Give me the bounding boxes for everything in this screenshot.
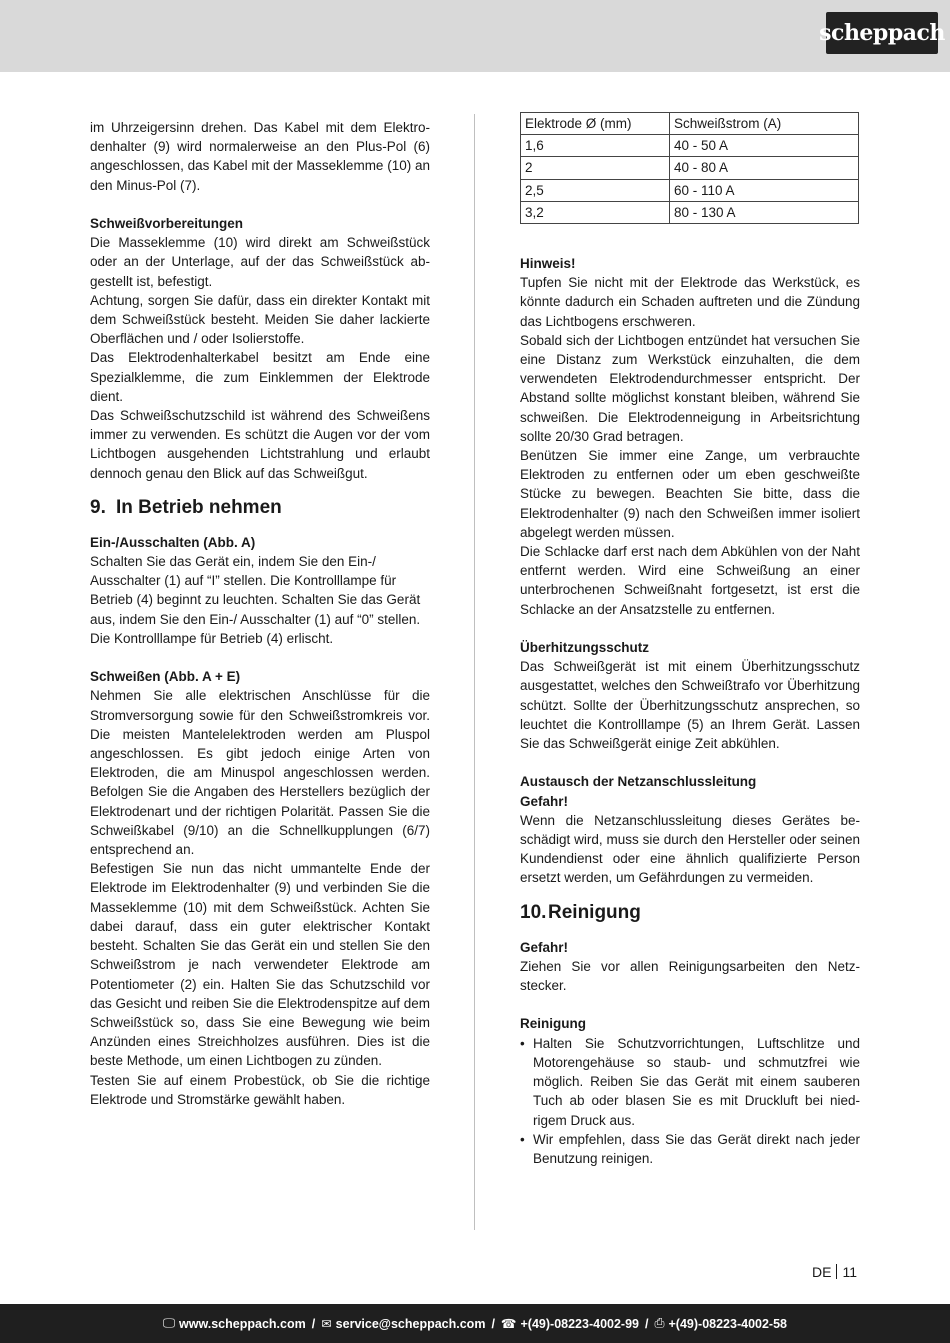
weld-paragraph-3: Testen Sie auf einem Probestück, ob Sie die richtige Elektrode und Stromstärke gewählt haben.	[90, 1072, 430, 1107]
footer-separator: /	[491, 1316, 495, 1331]
weld-paragraph-2: Befestigen Sie nun das nicht ummantelte Ende der Elektrode im Elektrodenhalter (9) und verbinden Sie die Masseklemme (10) mit dem Schweißstück. Achten Sie dabei darauf, dass ein guter elektrischer Kontakt besteht. Schalten Sie das Gerät ein und stellen Sie den Schweißstrom je nach verwendeter Elektrode am Potentiometer (2) ein. Halten Sie das Schutzschild vor das Gesicht und reiben Sie die Elektrodenspitze auf dem Schweißstück so, dass Sie eine Bewegung wie beim Anzünden eines Streichholzes ausführen. Dies ist die beste Methode, um einen Lichtbogen zu zünden.	[90, 861, 430, 1069]
table-cell: 40 - 50 A	[670, 135, 859, 157]
footer-bar	[0, 1304, 950, 1343]
overheat-heading: Überhitzungsschutz	[520, 640, 650, 656]
table-row	[521, 201, 859, 223]
table-cell: 60 - 110 A	[670, 179, 859, 201]
overheat-paragraph: Das Schweißgerät ist mit einem Überhitzungsschutz ausgestattet, welches den Schweißtrafo vor Überhitzung schützt. Sollte der Überhitzungsschutz ansprechen, so leuchtet die Kontrolllampe (5) an Ihrem Gerät. Lassen Sie das Schweißgerät einige Zeit abkühlen.	[520, 659, 860, 752]
intro-paragraph: im Uhrzeigersinn drehen. Das Kabel mit dem Elektrodenhalter (9) wird normalerweise an den Plus-Pol (6) angeschlossen, das Kabel mit der Masseklemme (10) an den Minus-Pol (7).	[90, 120, 430, 193]
footer-separator: /	[645, 1316, 649, 1331]
prep-paragraph-3: Das Elektrodenhalterkabel besitzt am Ende eine Spezialklemme, die zum Einklemmen der Elektrode dient.	[90, 350, 430, 404]
weld-paragraph-1: Nehmen Sie alle elektrischen Anschlüsse für die Stromversorgung sowie für den Schweißstromkreis vor. Die meisten Mantelelektroden werden am Pluspol angeschlossen. Es gibt jedoch einige Arten von Elektroden, die am Minuspol angeschlossen werden. Befolgen Sie die Angaben des Herstellers bezüglich der Elektrodenart und der richtigen Polarität. Passen Sie die Schweißkabel (9/10) an die Schnellkupplungen (6/7) entsprechend an.	[90, 688, 430, 858]
hint-heading: Hinweis!	[520, 256, 576, 272]
table-cell: 1,6	[521, 135, 670, 157]
prep-heading: Schweißvorbereitungen	[90, 216, 244, 231]
phone-icon: ☎	[500, 1317, 517, 1331]
section-9-number: 9.	[90, 496, 106, 518]
table-cell: 3,2	[521, 201, 670, 223]
brand-logo: scheppach	[826, 12, 938, 54]
email-icon: ✉	[321, 1317, 332, 1331]
section-10-title	[520, 900, 860, 926]
list-item-text: Halten Sie Schutzvorrichtungen, Luftschlitze und Motorengehäuse so staub- und schmutzfrei wie möglich. Reiben Sie das Gerät mit einem sauberen Tuch ab oder blasen Sie es mit Druckluft bei niedrigem Druck aus.	[533, 1035, 860, 1128]
hint-paragraph-2: Sobald sich der Lichtbogen entzündet hat versuchen Sie eine Distanz zum Werkstück einzuhalten, die dem verwendeten Elektrodendurchmesser entspricht. Der Abstand sollte möglichst konstant bleiben, während Sie schweißen. Die Elektrodenneigung in Arbeitsrichtung sollte 20/30 Grad betragen.	[520, 332, 860, 444]
list-item	[520, 1130, 860, 1168]
electrode-current-table	[520, 112, 859, 224]
table-header-row	[521, 113, 859, 135]
bullet-icon: •	[520, 1035, 525, 1051]
table-row	[521, 135, 859, 157]
prep-paragraph-1: Die Masseklemme (10) wird direkt am Schweißstück oder an der Unterlage, auf der das Schweißstück abgestellt ist, befestigt.	[90, 235, 430, 289]
section-10-label: Reinigung	[548, 901, 641, 923]
section-9-label: In Betrieb nehmen	[116, 496, 282, 518]
footer-website-link[interactable]: www.scheppach.com	[179, 1316, 306, 1331]
table-cell: 2	[521, 157, 670, 179]
cable-paragraph: Wenn die Netzanschlussleitung dieses Gerätes beschädigt wird, muss sie durch den Hersteller oder seinen Kundendienst oder eine ähnlich qualifizierte Person ersetzt werden, um Gefährdungen zu vermeiden.	[520, 812, 860, 886]
bullet-icon: •	[520, 1131, 525, 1147]
right-column	[520, 118, 860, 1168]
footer-email-link[interactable]: service@scheppach.com	[335, 1316, 486, 1331]
table-row	[521, 157, 859, 179]
hint-paragraph-3: Benützen Sie immer eine Zange, um verbrauchte Elektroden zu entfernen oder um eben geschweißte Stücke zu bewegen. Beachten Sie bitte, dass die Elektrodenhalter (9) nach den Schweißen immer isoliert abgelegt werden müssen.	[520, 448, 860, 540]
footer-separator: /	[311, 1316, 316, 1331]
clean-list	[520, 1034, 860, 1168]
table-header-cell: Schweißstrom (A)	[670, 113, 859, 135]
cable-danger-label: Gefahr!	[520, 793, 569, 809]
hint-paragraph-1: Tupfen Sie nicht mit der Elektrode das Werkstück, es könnte dadurch ein Schaden auftreten und die Zündung das Lichtbogens erschweren.	[520, 275, 860, 329]
weld-heading: Schweißen (Abb. A + E)	[90, 669, 241, 685]
prep-paragraph-4: Das Schweißschutzschild ist während des Schweißens immer zu verwenden. Es schützt die Augen vor der vom Lichtbogen ausgehenden Lichtstrahlung und erlaubt dennoch genau den Blick auf das Schweißgut.	[90, 408, 430, 481]
cable-heading: Austausch der Netzanschlussleitung	[520, 774, 757, 790]
page-language: DE	[812, 1264, 832, 1280]
onoff-heading: Ein-/Ausschalten (Abb. A)	[90, 534, 256, 550]
section-9-title	[90, 495, 430, 521]
page-number-value: 11	[842, 1264, 857, 1280]
onoff-paragraph: Schalten Sie das Gerät ein, indem Sie den Ein-/ Ausschalter (1) auf “I” stellen. Die Kontrolllampe für Betrieb (4) beginnt zu leuchten. Schalten Sie das Gerät aus, indem Sie den Ein-/ Ausschalter (1) auf “0” stellen. Die Kontrolllampe für Betrieb (4) erlischt.	[90, 554, 421, 646]
table-header-cell: Elektrode Ø (mm)	[521, 113, 670, 135]
computer-icon: 🖵	[162, 1316, 176, 1330]
section-10-number: 10.	[520, 901, 547, 923]
header-bar	[0, 0, 950, 72]
prep-paragraph-2: Achtung, sorgen Sie dafür, dass ein direkter Kontakt mit dem Schweißstück besteht. Meiden Sie daher lackierte Oberflächen und / oder Isolierstoffe.	[90, 292, 430, 347]
column-divider	[474, 114, 475, 1230]
left-column	[90, 118, 430, 1109]
page-number	[812, 1264, 857, 1280]
list-item-text: Wir empfehlen, dass Sie das Gerät direkt nach jeder Benutzung reinigen.	[533, 1131, 860, 1166]
table-cell: 2,5	[521, 179, 670, 201]
clean-danger-paragraph: Ziehen Sie vor allen Reinigungsarbeiten den Netzstecker.	[520, 958, 860, 994]
table-cell: 40 - 80 A	[670, 157, 859, 179]
hint-paragraph-4: Die Schlacke darf erst nach dem Abkühlen von der Naht entfernt werden. Wird eine Schweißung an einer unterbrochenen Schweißnaht fortgesetzt, ist erst die Schlacke an der Ansatzstelle zu entfernen.	[520, 544, 860, 617]
clean-heading: Reinigung	[520, 1016, 586, 1032]
footer-phone: +(49)-08223-4002-99	[520, 1316, 639, 1331]
list-item	[520, 1034, 860, 1130]
table-cell: 80 - 130 A	[670, 201, 859, 223]
fax-icon: ⎙	[654, 1316, 665, 1330]
clean-danger-label: Gefahr!	[520, 939, 569, 955]
table-row	[521, 179, 859, 201]
footer-fax: +(49)-08223-4002-58	[668, 1316, 787, 1331]
